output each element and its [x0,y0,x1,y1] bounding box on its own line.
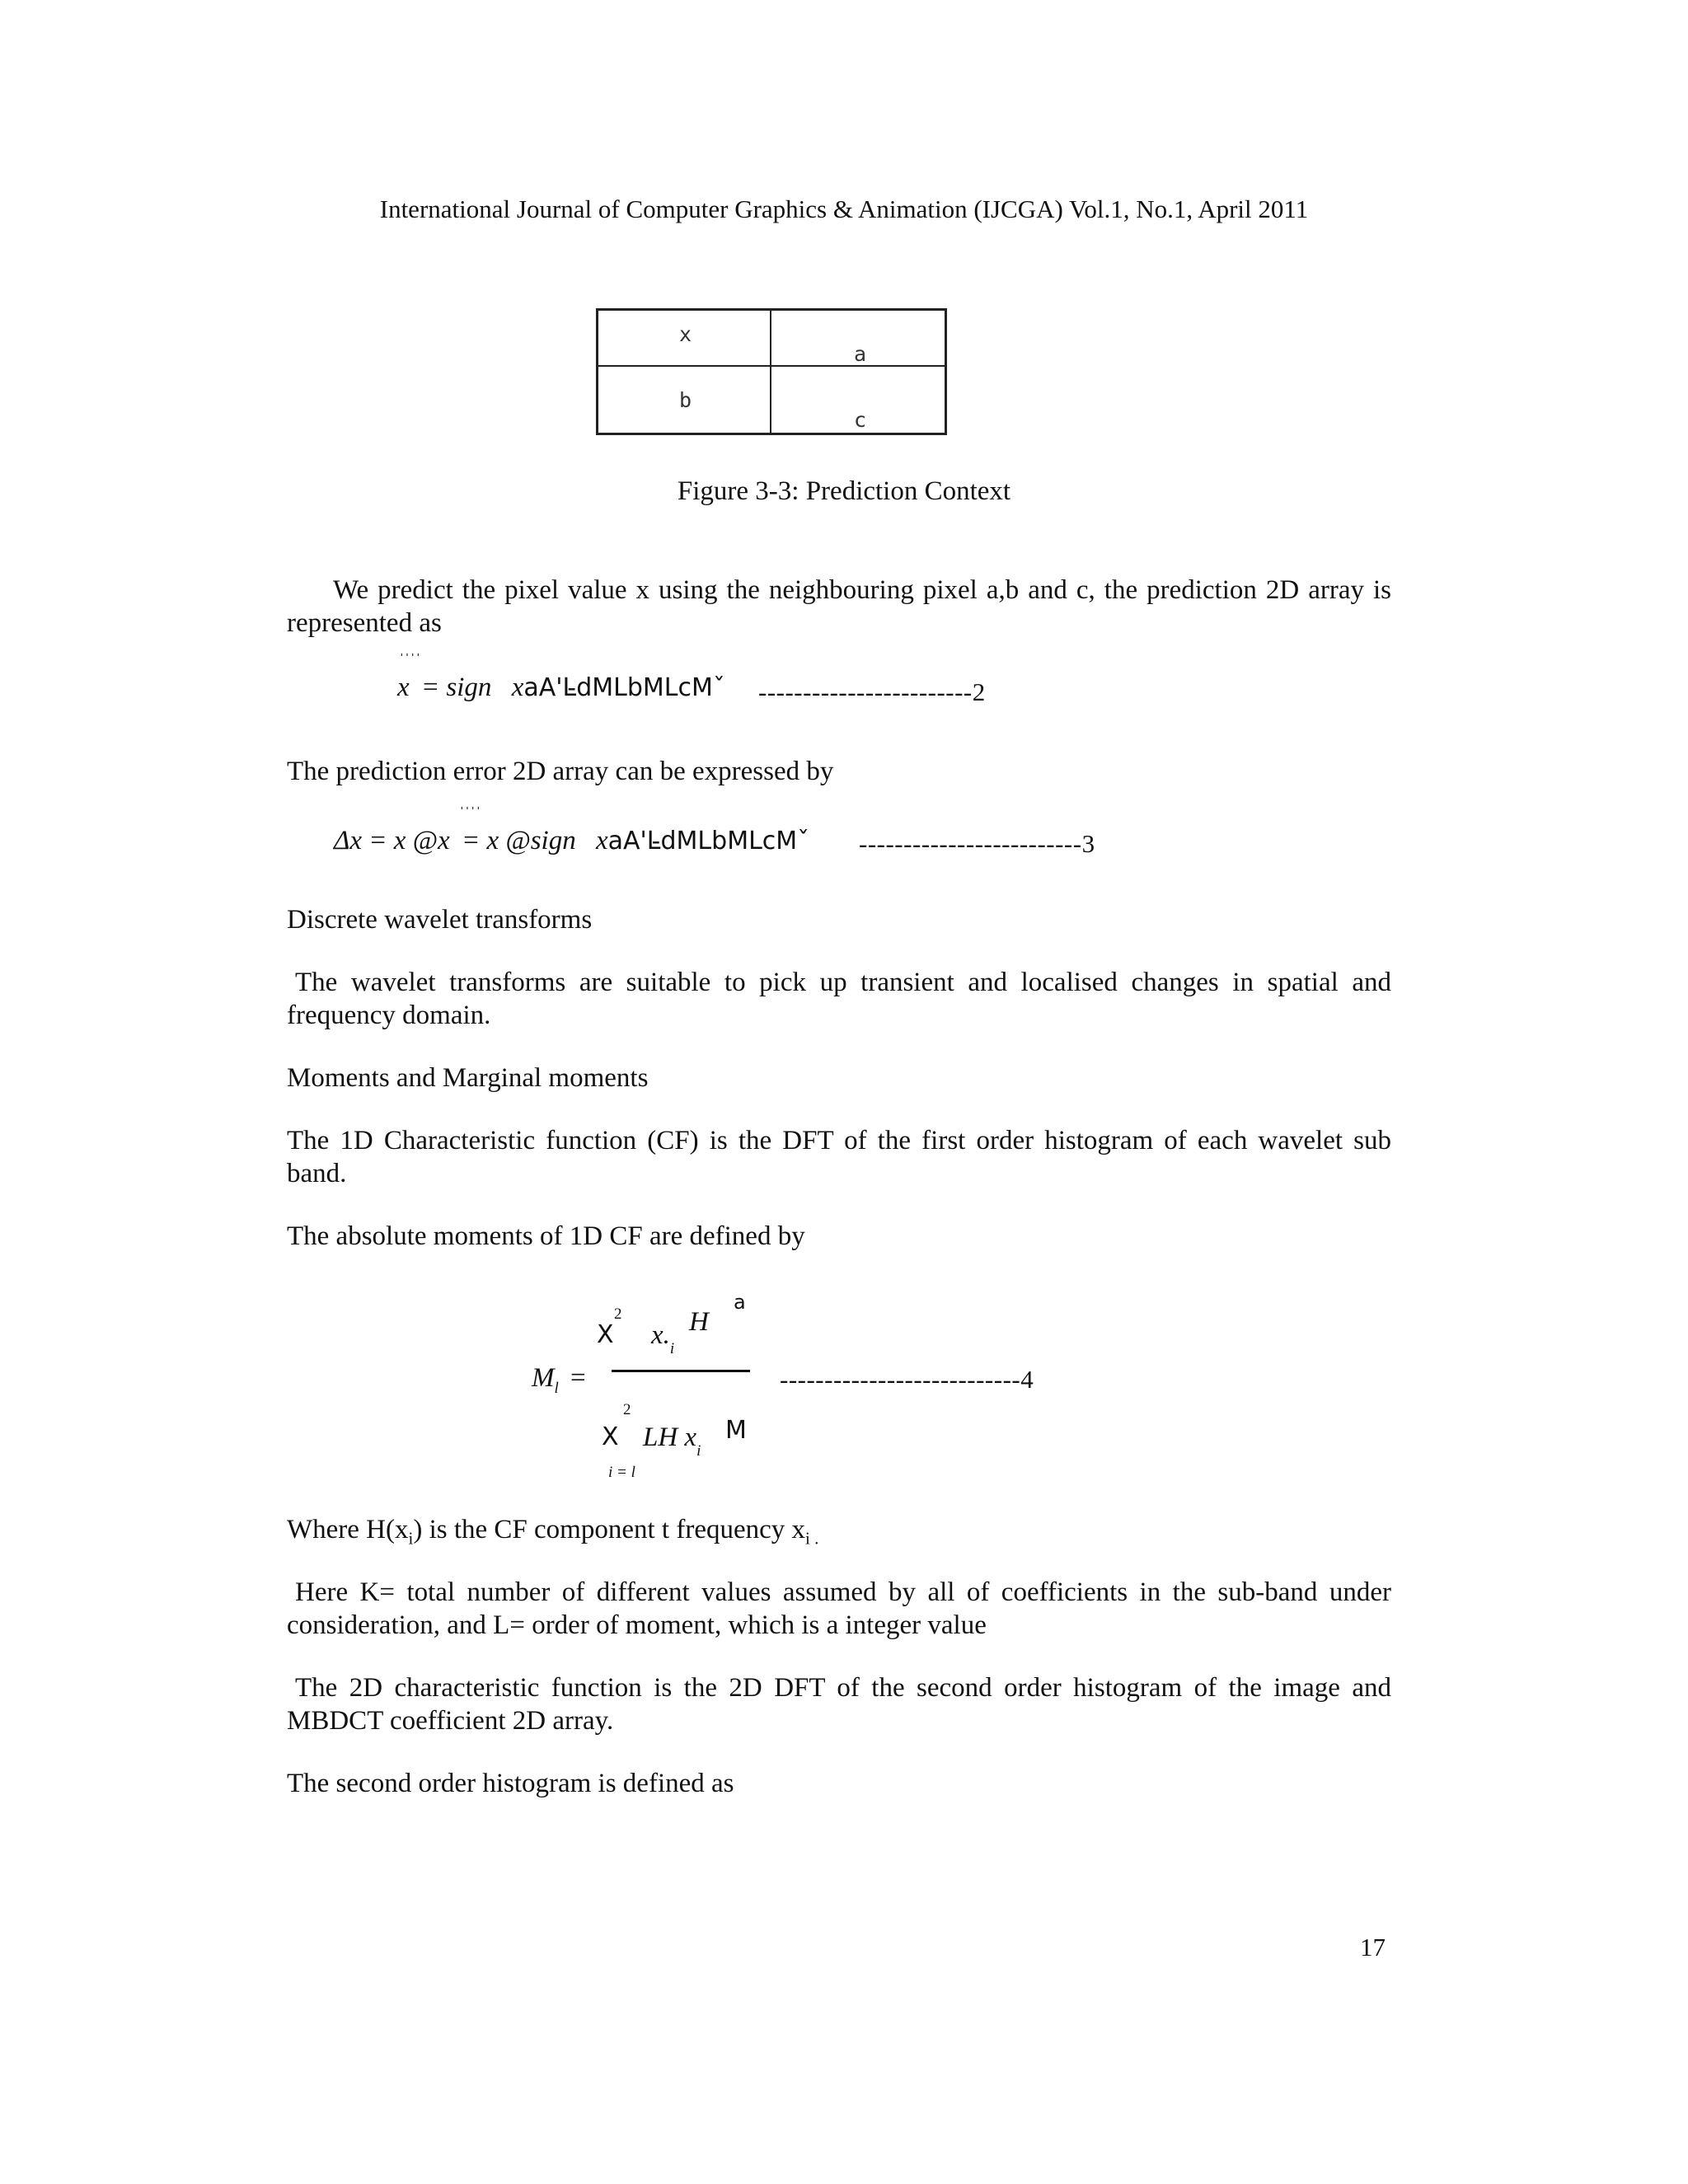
running-header: International Journal of Computer Graphics & Animation (IJCGA) Vol.1, No.1, April 2011 [379,194,1309,223]
equation-2-number: ------------------------2 [758,677,986,706]
eq4-fraction-bar [612,1370,750,1372]
eq4-bottom-index: i = l [608,1464,635,1481]
paragraph-prediction-error: The prediction error 2D array can be expressed by [287,757,834,786]
eq3-hat: ˈˈˈˈ [459,804,481,823]
eq4-bottom-limit: 2 [623,1401,631,1418]
heading-discrete-wavelet: Discrete wavelet transforms [287,905,593,935]
prediction-context-figure [596,308,947,435]
paragraph-second-order-histogram: The second order histogram is defined as [287,1769,734,1798]
paragraph-where-H: Where $H(x_i)$ is the CF component t frequency $x_{i .}$ [287,1515,819,1549]
paragraph-2d-characteristic: The 2D characteristic function is the 2D DFT of the second order histogram of the image and MBDCT coefficient 2D array. [287,1673,1391,1736]
page-number: 17 [1360,1933,1386,1961]
paragraph-absolute-moments: The absolute moments of 1D CF are defined by [287,1221,805,1251]
eq4-top-term: $x._i$ [651,1320,675,1357]
cell-c-label: c [854,408,867,432]
eq4-top-limit: 2 [614,1305,622,1323]
eq4-bottom-term: LH $x_i$ [643,1422,701,1460]
eq4-bottom-sum: X [602,1422,619,1451]
eq4-top-sum: X [597,1320,614,1349]
equation-3 [334,804,810,856]
cell-b-label: b [679,388,692,412]
equation-4-number: ---------------------------4 [780,1365,1034,1394]
eq4-top-H: H [689,1307,709,1337]
equation-3-number: -------------------------3 [859,829,1095,858]
figure-caption: Figure 3-3: Prediction Context [677,476,1011,506]
eq2-arg: x [511,673,524,702]
paragraph-K-definition: Here K= total number of different values assumed by all of coefficients in the sub-band under consideration, and L= order of moment, which is a integer value [287,1577,1391,1640]
cell-a-label: a [854,342,867,366]
eq4-bottom-M: M [725,1416,747,1445]
eq2-hat: ˈˈˈˈ [399,651,421,669]
eq2-rhs: = sign [420,673,492,702]
equation-2 [397,651,725,703]
paragraph-characteristic-function: The 1D Characteristic function (CF) is the DFT of the first order histogram of each wavelet sub band. [287,1126,1391,1188]
cell-x-label: x [679,322,692,346]
paragraph-wavelet: The wavelet transforms are suitable to pick up transient and localised changes in spatial and frequency domain. [287,968,1391,1030]
figure-vertical-divider [770,311,771,433]
eq2-garbled-term: aA'L̵dMLbMLcMˇ [523,673,725,702]
heading-moments: Moments and Marginal moments [287,1063,649,1093]
paragraph-prediction: We predict the pixel value x using the neighbouring pixel a,b and c, the prediction 2D array is represented as [287,575,1391,638]
eq4-top-a: a [734,1291,746,1314]
eq3-rhs: = x @sign [461,826,576,855]
eq3-garbled-term: aA'L̵dMLbMLcMˇ [607,827,810,855]
eq3-arg: x [595,826,608,855]
figure-horizontal-divider [598,365,945,367]
eq3-delta: Δx = x @x [334,826,450,855]
eq4-lhs: $M_l$ = [532,1363,586,1397]
eq2-lhs: x [397,673,410,702]
